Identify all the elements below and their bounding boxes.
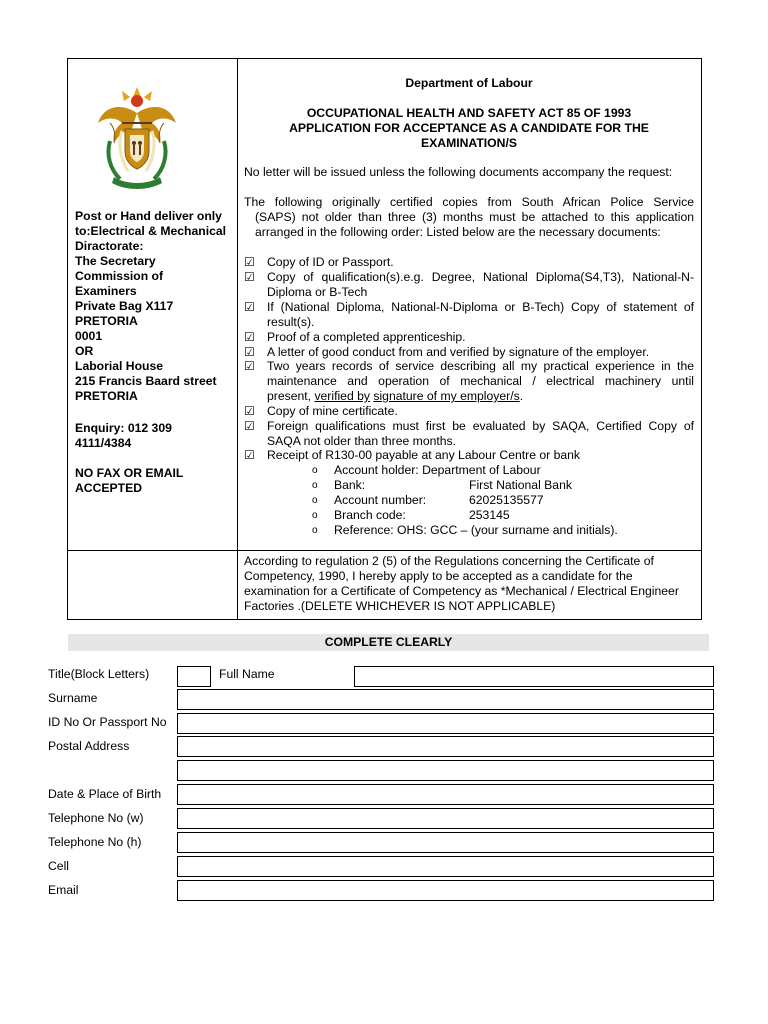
bullet-icon: o [312, 480, 318, 491]
bank-detail-label: Branch code: [334, 508, 406, 522]
checkbox-checked-icon: ☑ [244, 345, 255, 359]
act-title: OCCUPATIONAL HEALTH AND SAFETY ACT 85 OF 1993 [306, 106, 632, 120]
full-name-field[interactable] [354, 666, 714, 687]
checklist-text: present, verified by signature of my employer/s. [267, 389, 524, 403]
enquiry-info [75, 421, 235, 451]
full-name-label: Full Name [219, 667, 275, 681]
application-title: APPLICATION FOR ACCEPTANCE AS A CANDIDATE FOR THE [289, 121, 649, 135]
address-line: Post or Hand deliver only [75, 209, 222, 223]
address-line: Commission of [75, 269, 164, 283]
address-line: PRETORIA [75, 389, 138, 403]
intro-line: (SAPS) not older than three (3) months must be attached to this application [255, 210, 694, 224]
checklist-text: If (National Diploma, National-N-Diploma or B-Tech) Copy of statement of [267, 300, 694, 314]
postal-address-field-2[interactable] [177, 760, 714, 781]
bullet-icon: o [312, 525, 318, 536]
checklist-text: A letter of good conduct from and verified by signature of the employer. [267, 345, 650, 359]
dob-place-field[interactable] [177, 784, 714, 805]
bank-detail-label: Bank: [334, 478, 366, 492]
address-line: Private Bag X117 [75, 299, 174, 313]
application-title-cont: EXAMINATION/S [421, 136, 517, 150]
no-fax-line: NO FAX OR EMAIL [75, 466, 184, 480]
table-divider-horizontal [67, 550, 701, 551]
title-field[interactable] [177, 666, 211, 687]
delivery-address [75, 209, 235, 404]
address-line: PRETORIA [75, 314, 138, 328]
address-line: Laborial House [75, 359, 164, 373]
enquiry-line: Enquiry: 012 309 [75, 421, 172, 435]
telephone-home-label: Telephone No (h) [48, 835, 142, 849]
email-field[interactable] [177, 880, 714, 901]
regulation-line: According to regulation 2 (5) of the Regulations concerning the Certificate of [244, 554, 654, 568]
checklist-text: Copy of qualification(s).e.g. Degree, National Diploma(S4,T3), National-N- [267, 270, 694, 284]
bank-detail-label: Reference: OHS: GCC – (your surname and initials). [334, 523, 618, 537]
telephone-work-label: Telephone No (w) [48, 811, 144, 825]
surname-label: Surname [48, 691, 98, 705]
checklist-text: SAQA not older than three months. [267, 434, 457, 448]
address-line: Examiners [75, 284, 137, 298]
id-passport-label: ID No Or Passport No [48, 715, 167, 729]
checkbox-checked-icon: ☑ [244, 419, 255, 433]
telephone-home-field[interactable] [177, 832, 714, 853]
checkbox-checked-icon: ☑ [244, 270, 255, 284]
postal-address-label: Postal Address [48, 739, 130, 753]
checklist-text: Diploma or B-Tech [267, 285, 368, 299]
bullet-icon: o [312, 465, 318, 476]
regulation-text [244, 554, 696, 614]
checklist-text: Copy of ID or Passport. [267, 255, 394, 269]
address-line: OR [75, 344, 94, 358]
department-title: Department of Labour [405, 76, 533, 90]
notice-text: No letter will be issued unless the following documents accompany the request: [244, 165, 673, 179]
checklist-text: Receipt of R130-00 payable at any Labour Centre or bank [267, 448, 581, 462]
checkbox-checked-icon: ☑ [244, 300, 255, 314]
checklist-text: Proof of a completed apprenticeship. [267, 330, 466, 344]
bullet-icon: o [312, 510, 318, 521]
regulation-line: Factories .(DELETE WHICHEVER IS NOT APPLICABLE) [244, 599, 556, 613]
enquiry-line: 4111/4384 [75, 436, 132, 450]
form-title [238, 106, 700, 151]
intro-line: The following originally certified copies from South African Police Service [244, 195, 694, 209]
address-line: to:Electrical & Mechanical [75, 224, 227, 238]
bank-detail-label: Account number: [334, 493, 427, 507]
checklist-text: Two years records of service describing all my practical experience in the [267, 359, 694, 373]
checkbox-checked-icon: ☑ [244, 448, 255, 462]
coat-of-arms-logo [92, 83, 182, 191]
telephone-work-field[interactable] [177, 808, 714, 829]
checklist-text: result(s). [267, 315, 315, 329]
bank-detail-value: 62025135577 [469, 493, 544, 507]
intro-line: arranged in the following order: Listed below are the necessary documents: [255, 225, 661, 239]
address-line: Diractorate: [75, 239, 144, 253]
bank-detail-value: 253145 [469, 508, 510, 522]
regulation-line: examination for a Certificate of Competency as *Mechanical / Electrical Engineer [244, 584, 679, 598]
checklist-text: Copy of mine certificate. [267, 404, 398, 418]
checkbox-checked-icon: ☑ [244, 359, 255, 373]
id-passport-field[interactable] [177, 713, 714, 734]
cell-field[interactable] [177, 856, 714, 877]
surname-field[interactable] [177, 689, 714, 710]
address-line: The Secretary [75, 254, 156, 268]
checkbox-checked-icon: ☑ [244, 255, 255, 269]
title-label: Title(Block Letters) [48, 667, 150, 681]
bank-detail-label: Account holder: Department of Labour [334, 463, 541, 477]
address-line: 215 Francis Baard street [75, 374, 217, 388]
cell-label: Cell [48, 859, 69, 873]
complete-clearly-heading: COMPLETE CLEARLY [68, 634, 709, 651]
bullet-icon: o [312, 495, 318, 506]
dob-place-label: Date & Place of Birth [48, 787, 162, 801]
checkbox-checked-icon: ☑ [244, 330, 255, 344]
bank-detail-value: First National Bank [469, 478, 572, 492]
regulation-line: Competency, 1990, I hereby apply to be accepted as a candidate for the [244, 569, 633, 583]
intro-text [244, 195, 694, 240]
postal-address-field-1[interactable] [177, 736, 714, 757]
email-label: Email [48, 883, 79, 897]
no-fax-notice [75, 466, 235, 496]
address-line: 0001 [75, 329, 103, 343]
checklist-text: Foreign qualifications must first be evaluated by SAQA, Certified Copy of [267, 419, 694, 433]
no-fax-line: ACCEPTED [75, 481, 143, 495]
checklist-text: maintenance and operation of mechanical / electrical machinery until [267, 374, 694, 388]
checkbox-checked-icon: ☑ [244, 404, 255, 418]
